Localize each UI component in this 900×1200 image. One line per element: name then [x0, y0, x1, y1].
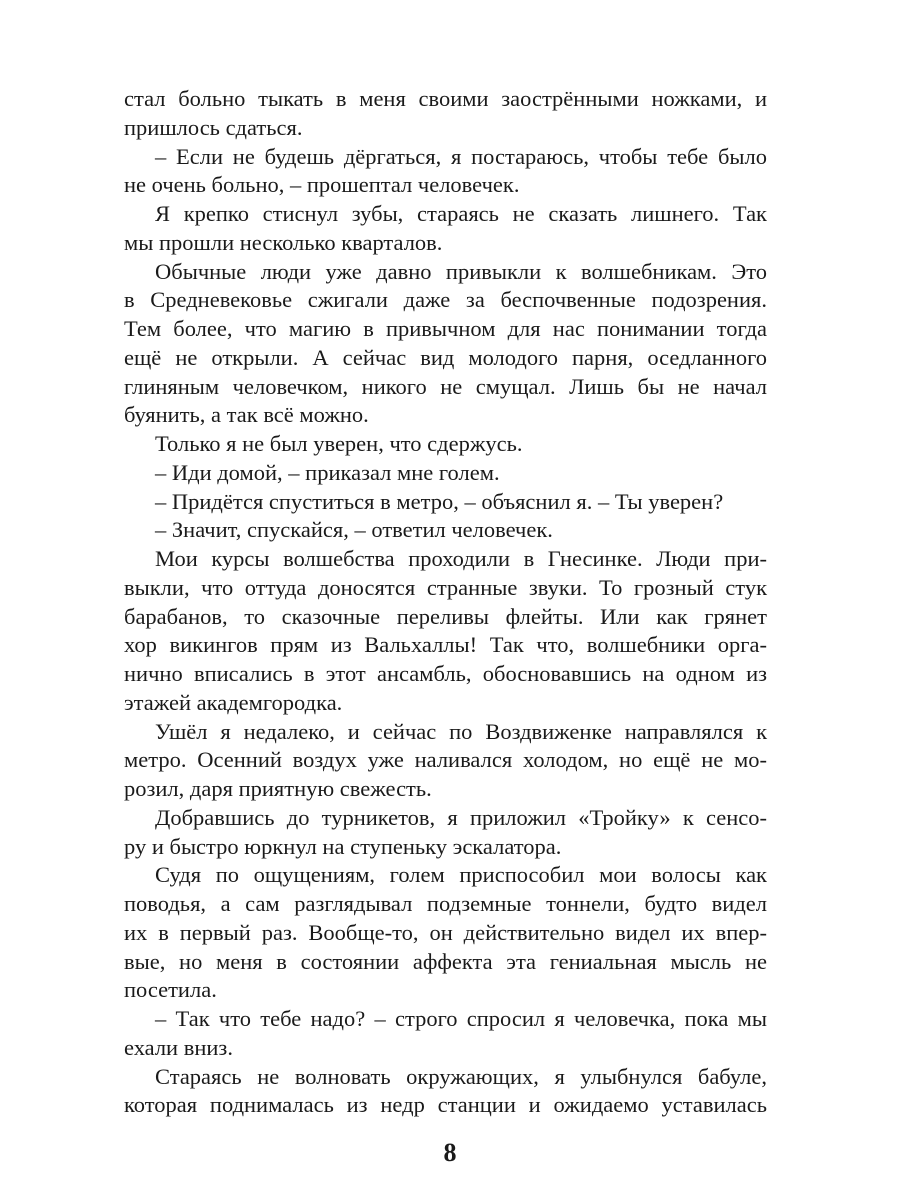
page-text-body: [124, 85, 767, 1120]
text-line: которая поднималась из недр станции и ожидаемо уставилась: [124, 1092, 767, 1118]
text-line: метро. Осенний воздух уже наливался холодом, но ещё не мо-: [124, 747, 767, 773]
text-line: не очень больно, – прошептал человечек.: [124, 172, 520, 198]
text-line: в Средневековье сжигали даже за беспочвенные подозрения.: [124, 287, 767, 313]
text-line: Стараясь не волновать окружающих, я улыбнулся бабуле,: [155, 1063, 767, 1089]
text-line: – Значит, спускайся, – ответил человечек.: [155, 517, 553, 543]
text-line: ру и быстро юркнул на ступеньку эскалатора.: [124, 833, 562, 859]
text-line: Обычные люди уже давно привыкли к волшебникам. Это: [155, 258, 767, 284]
text-line: Мои курсы волшебства проходили в Гнесинке. Люди при-: [155, 546, 767, 571]
text-line: Ушёл я недалеко, и сейчас по Воздвиженке направлялся к: [155, 718, 767, 744]
text-line: поводья, а сам разглядывал подземные тоннели, будто видел: [124, 891, 767, 916]
text-line: этажей академгородка.: [124, 689, 343, 715]
page-number: 8: [443, 1138, 457, 1167]
text-line: Добравшись до турникетов, я приложил «Тройку» к сенсо-: [155, 804, 767, 830]
text-line: – Иди домой, – приказал мне голем.: [155, 459, 500, 485]
text-line: нично вписались в этот ансамбль, обосновавшись на одном из: [124, 661, 767, 686]
text-line: Я крепко стиснул зубы, стараясь не сказать лишнего. Так: [155, 201, 767, 226]
text-line: буянить, а так всё можно.: [124, 402, 369, 428]
text-line: Судя по ощущениям, голем приспособил мои волосы как: [155, 862, 767, 888]
text-line: ехали вниз.: [124, 1034, 233, 1060]
text-line: Только я не был уверен, что сдержусь.: [155, 431, 523, 456]
text-line: Тем более, что магию в привычном для нас понимании тогда: [124, 316, 767, 341]
text-line: – Придётся спуститься в метро, – объяснил я. – Ты уверен?: [155, 488, 724, 514]
text-line: – Если не будешь дёргаться, я постараюсь, чтобы тебе было: [155, 143, 767, 169]
text-line: барабанов, то сказочные переливы флейты. Или как грянет: [124, 603, 767, 629]
text-line: хор викингов прям из Вальхаллы! Так что, волшебники орга-: [124, 632, 767, 658]
text-line: – Так что тебе надо? – строго спросил я человечка, пока мы: [155, 1006, 767, 1031]
text-line: мы прошли несколько кварталов.: [124, 229, 443, 255]
text-line: глиняным человечком, никого не смущал. Лишь бы не начал: [124, 373, 767, 399]
text-line: посетила.: [124, 977, 217, 1003]
text-line: ещё не открыли. А сейчас вид молодого парня, оседланного: [124, 344, 767, 370]
text-line: стал больно тыкать в меня своими заострёнными ножками, и: [124, 86, 767, 111]
text-line: их в первый раз. Вообще-то, он действительно видел их впер-: [124, 919, 767, 945]
text-line: розил, даря приятную свежесть.: [124, 776, 432, 801]
text-line: пришлось сдаться.: [124, 114, 303, 140]
text-line: выкли, что оттуда доносятся странные звуки. То грозный стук: [124, 574, 767, 600]
text-line: вые, но меня в состоянии аффекта эта гениальная мысль не: [124, 948, 767, 974]
